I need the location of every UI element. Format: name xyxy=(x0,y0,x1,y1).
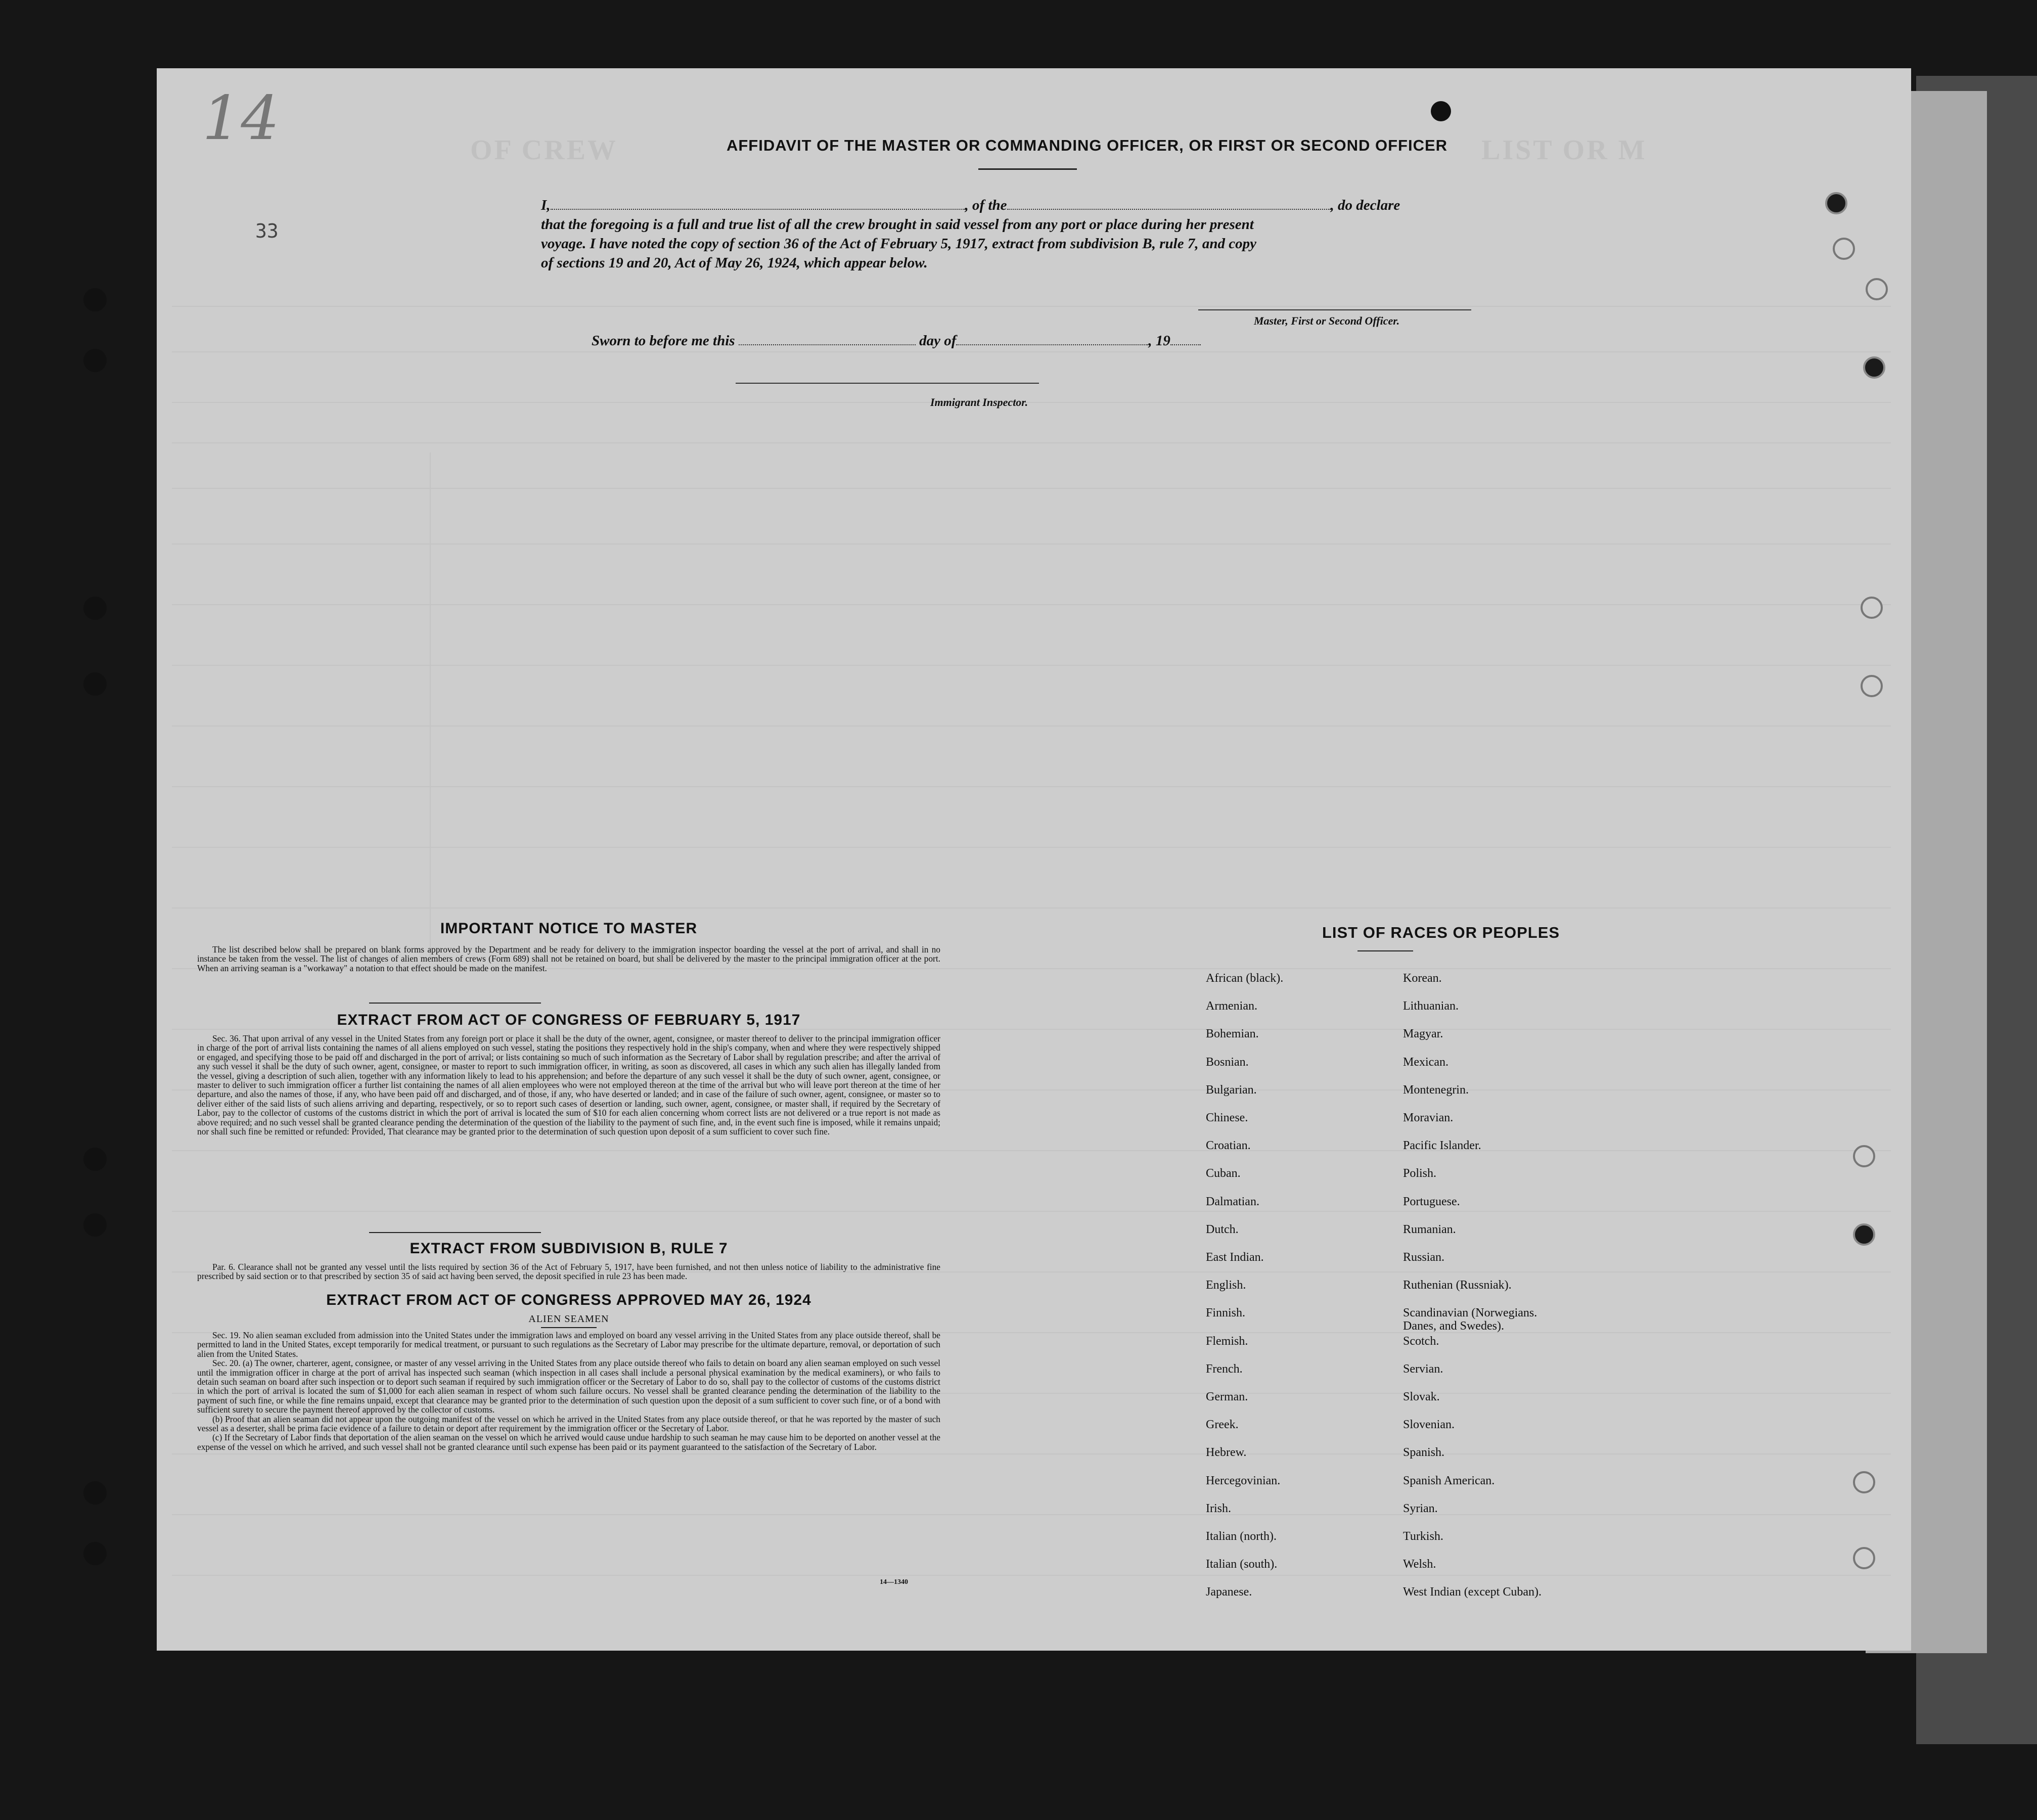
left-item: English. xyxy=(1206,1279,1246,1292)
sworn-line xyxy=(592,331,1299,350)
left-item: Irish. xyxy=(1206,1502,1231,1515)
declaration-declare: , do declare xyxy=(1330,197,1400,213)
extract-1924-title: EXTRACT FROM ACT OF CONGRESS APPROVED MAY 26, 1924 xyxy=(326,1292,811,1308)
right-item: Portuguese. xyxy=(1403,1195,1460,1208)
declaration-of: , of the xyxy=(965,197,1007,213)
ghost-heading: LIST OR M xyxy=(1481,134,1647,166)
left-item: Hebrew. xyxy=(1206,1446,1247,1460)
form-number: 14—1340 xyxy=(880,1578,908,1586)
declaration-line-3: voyage. I have noted the copy of section 36 of the Act of February 5, 1917, extract from subdivision B, rule 7, and copy xyxy=(541,236,1256,252)
right-item: Korean. xyxy=(1403,972,1442,985)
right-item: Spanish American. xyxy=(1403,1474,1495,1487)
left-item: Bulgarian. xyxy=(1206,1083,1257,1097)
punch-hole xyxy=(1853,1223,1875,1246)
left-item: French. xyxy=(1206,1362,1243,1376)
ghost-rule xyxy=(172,351,1891,352)
master-signature-line[interactable] xyxy=(1198,309,1471,310)
section-20b xyxy=(197,1415,940,1433)
section-20a xyxy=(197,1358,940,1414)
right-item: Magyar. xyxy=(1403,1027,1443,1041)
right-item: Spanish. xyxy=(1403,1446,1445,1460)
ghost-rule xyxy=(172,402,1891,403)
left-item: Armenian. xyxy=(1206,999,1257,1013)
ghost-rule xyxy=(172,1029,1891,1030)
ghost-rule xyxy=(172,1211,1891,1212)
affidavit-title: AFFIDAVIT OF THE MASTER OR COMMANDING OFFICER, OR FIRST OR SECOND OFFICER xyxy=(726,136,1448,154)
notice-paragraph: The list described below shall be prepared on blank forms approved by the Department and be ready for delivery to the immigration inspector boarding the vessel at the port of arrival, and shall in no instance be taken from the vessel. The list of changes of alien members of crews (Form 689) shall not be retained on board, but shall be delivered by the master to the principal immigration officer at the port. When an arriving seaman is a "workaway" a notation to that effect should be made on the manifest. xyxy=(197,944,940,973)
declaration-line-2: that the foregoing is a full and true list of all the crew brought in said vessel from any port or place during her present xyxy=(541,216,1254,233)
punch-hole xyxy=(1861,675,1883,697)
right-item: Scotch. xyxy=(1403,1334,1439,1348)
left-item: Hercegovinian. xyxy=(1206,1474,1281,1487)
right-item: Scandinavian (Norwegians. Danes, and Swedes). xyxy=(1403,1306,1537,1333)
extract-1917-text xyxy=(197,1034,940,1136)
ghost-rule xyxy=(172,1453,1891,1454)
extract-1917-title: EXTRACT FROM ACT OF CONGRESS OF FEBRUARY 5, 1917 xyxy=(337,1012,801,1028)
punch-hole xyxy=(1853,1547,1875,1569)
name-field[interactable] xyxy=(551,196,965,210)
right-item: Servian. xyxy=(1403,1362,1443,1376)
ghost-rule xyxy=(172,1150,1891,1151)
binder-hole xyxy=(83,1148,107,1171)
right-item: Turkish. xyxy=(1403,1530,1443,1543)
section-19 xyxy=(197,1331,940,1358)
races-title: LIST OF RACES OR PEOPLES xyxy=(1322,924,1560,941)
right-item: Moravian. xyxy=(1403,1111,1454,1124)
right-item: Mexican. xyxy=(1403,1055,1448,1069)
sworn-text: Sworn to before me this xyxy=(592,333,735,349)
binder-hole xyxy=(83,597,107,620)
right-item: Lithuanian. xyxy=(1403,999,1459,1013)
right-item: Rumanian. xyxy=(1403,1222,1456,1236)
left-item: East Indian. xyxy=(1206,1251,1264,1264)
vessel-field[interactable] xyxy=(1007,196,1331,210)
extract-1924-text xyxy=(197,1331,940,1451)
left-item: Italian (north). xyxy=(1206,1530,1277,1543)
crew-list-page xyxy=(157,68,1911,1651)
section-36-paragraph: Sec. 36. That upon arrival of any vessel in the United States from any foreign port or place it shall be the duty of the owner, agent, consignee, or master thereof to deliver to the principal immigration officer in charge of the port of arrival lists containing the names of all aliens employed on such vessel, stating the positions they respectively hold in the ship's company, when and where they were respectively shipped or engaged, and specifying those to be paid off and discharged in the port of arrival; or lists containing so much of such information as the Secretary of Labor shall by regulation prescribe; and after the arrival of any such vessel it shall be the duty of such owner, agent, consignee, or master to report to such immigration officer, in writing, as soon as discovered, all cases in which any such alien has illegally landed from the vessel, giving a description of such alien, together with any information likely to lead to his apprehension; and before the departure of any such vessel it shall be the duty of such owner, agent, consignee, or master to deliver to such immigration officer a further list containing the names of all alien employees who were not employed thereon at the time of the arrival but who will leave port thereon at the time of her departure, and also the names of those, if any, who have been paid off and discharged, and of those, if any, who have deserted or landed; and in case of the failure of such owner, agent, consignee, or master so to deliver either of the said lists of such aliens arriving and departing, respectively, or so to report such cases of desertion or landing, such owner, agent, consignee, or master shall, if required by the Secretary of Labor, pay to the collector of customs of the customs district in which the port of arrival is located the sum of $10 for each alien concerning whom correct lists are not delivered or a true report is not made as above required; and no such vessel shall be granted clearance pending the determination of the question of the liability to the payment of such fine, and, in the event such fine is imposed, while it remains unpaid; nor shall such fine be remitted or refunded: Provided, That clearance may be granted prior to the determination of such question upon deposit of a sum sufficient to cover such fine. xyxy=(197,1033,940,1137)
inspector-label: Immigrant Inspector. xyxy=(930,396,1028,408)
margin-mark: 14 xyxy=(202,83,280,154)
right-item: Montenegrin. xyxy=(1403,1083,1469,1097)
ghost-column-rule xyxy=(430,452,431,958)
punch-hole xyxy=(1833,238,1855,260)
right-item: Russian. xyxy=(1403,1251,1445,1264)
rule-7-text xyxy=(197,1262,940,1281)
left-item: Flemish. xyxy=(1206,1334,1248,1348)
section-20c xyxy=(197,1433,940,1451)
binder-hole xyxy=(83,288,107,311)
section-rule xyxy=(369,1003,541,1004)
ghost-rule xyxy=(172,442,1891,443)
left-item: Greek. xyxy=(1206,1418,1239,1432)
punch-hole xyxy=(1431,101,1451,121)
left-item: Croatian. xyxy=(1206,1139,1251,1153)
declaration-line-4: of sections 19 and 20, Act of May 26, 1924, which appear below. xyxy=(541,255,928,271)
right-item: Welsh. xyxy=(1403,1558,1436,1571)
right-item: Ruthenian (Russniak). xyxy=(1403,1279,1512,1292)
races-title-rule xyxy=(1357,950,1413,951)
right-item: West Indian (except Cuban). xyxy=(1403,1585,1542,1599)
binder-hole xyxy=(83,1481,107,1505)
sworn-day-of: day of xyxy=(919,333,957,349)
left-item: African (black). xyxy=(1206,972,1284,985)
left-item: Cuban. xyxy=(1206,1167,1241,1180)
section-20c-paragraph: (c) If the Secretary of Labor finds that deportation of the alien seaman on the vessel on which he arrived would cause undue hardship to such seaman he may cause him to be deported on another vessel at the expense of the vessel on which he arrived, and such vessel shall not be granted clearance until such expense has been paid or its payment guaranteed to the satisfaction of the Secretary of Labor. xyxy=(197,1432,940,1452)
ghost-rule xyxy=(172,306,1891,307)
left-item: Italian (south). xyxy=(1206,1558,1278,1571)
binder-hole xyxy=(83,672,107,696)
ghost-rule xyxy=(172,1514,1891,1515)
sworn-day-field[interactable] xyxy=(739,331,916,345)
section-19-paragraph: Sec. 19. No alien seaman excluded from admission into the United States under the immigration laws and employed on board any vessel arriving in the United States from any place outside thereof, shall be permitted to land in the United States, except temporarily for medical treatment, or pursuant to such regulations as the Secretary of Labor may prescribe for the ultimate departure, removal, or deportation of such alien from the United States. xyxy=(197,1330,940,1359)
binder-hole xyxy=(83,1213,107,1237)
ghost-heading-right: OF CREW xyxy=(470,134,618,166)
left-item: Dalmatian. xyxy=(1206,1195,1259,1208)
declaration-line-1 xyxy=(541,196,1673,215)
section-rule xyxy=(369,1232,541,1233)
binder-hole xyxy=(83,1542,107,1565)
inspector-signature-line[interactable] xyxy=(736,383,1039,384)
declaration-i: I, xyxy=(541,197,551,213)
sworn-month-field[interactable] xyxy=(956,331,1148,345)
punch-hole xyxy=(1863,356,1885,379)
alien-seamen-subtitle: ALIEN SEAMEN xyxy=(528,1313,609,1325)
sworn-year-field[interactable] xyxy=(1170,331,1201,345)
punch-hole xyxy=(1853,1471,1875,1493)
left-item: Finnish. xyxy=(1206,1306,1246,1320)
punch-hole xyxy=(1825,192,1847,214)
ghost-rule xyxy=(172,1575,1891,1576)
right-item: Slovenian. xyxy=(1403,1418,1455,1432)
sworn-year-prefix: , 19 xyxy=(1148,333,1170,349)
binder-hole xyxy=(83,349,107,372)
paragraph-6: Par. 6. Clearance shall not be granted any vessel until the lists required by section 36 of the Act of February 5, 1917, have been furnished, and not then unless notice of liability to the administrative fine prescribed by said section or to that prescribed by section 35 of said act having been served, the deposit specified in rule 23 has been made. xyxy=(197,1262,940,1282)
title-rule xyxy=(978,168,1077,170)
punch-hole xyxy=(1866,278,1888,300)
punch-hole xyxy=(1853,1145,1875,1167)
right-item: Syrian. xyxy=(1403,1502,1438,1515)
rule-7-title: EXTRACT FROM SUBDIVISION B, RULE 7 xyxy=(410,1240,728,1257)
notice-text xyxy=(197,945,940,973)
notice-title: IMPORTANT NOTICE TO MASTER xyxy=(440,920,698,937)
left-item: Chinese. xyxy=(1206,1111,1248,1124)
left-item: Japanese. xyxy=(1206,1585,1252,1599)
left-item: Bosnian. xyxy=(1206,1055,1249,1069)
left-item: German. xyxy=(1206,1390,1248,1403)
subtitle-rule xyxy=(541,1327,597,1328)
section-20b-paragraph: (b) Proof that an alien seaman did not appear upon the outgoing manifest of the vessel on which he arrived in the United States from any place outside thereof, or that he was reported by the master of such vessel as a deserter, shall be prima facie evidence of a failure to detain or deport after requirement by the immigration officer or the Secretary of Labor. xyxy=(197,1414,940,1434)
right-item: Polish. xyxy=(1403,1167,1437,1180)
right-item: Pacific Islander. xyxy=(1403,1139,1481,1153)
left-item: Bohemian. xyxy=(1206,1027,1259,1041)
section-20a-paragraph: Sec. 20. (a) The owner, charterer, agent, consignee, or master of any vessel arriving in the United States from any place outside thereof who fails to detain on board any alien seaman employed on such vessel until the immigration officer in charge at the port of arrival has inspected such seaman (which inspection in all cases shall include a personal physical examination by the medical examiners), or who fails to detain such seaman on board after such inspection or to deport such seaman if required by such immigration officer or the Secretary of Labor to do so, shall pay to the collector of customs of the customs district in which the port of arrival is located the sum of $1,000 for each alien seaman in respect of whom such failure occurs. No vessel shall be granted clearance pending the determination of the liability to the payment of such fine, or while the fine remains unpaid, except that clearance may be granted prior to the determination of such question upon the deposit of a sum sufficient to cover such fine, or of a bond with sufficient surety to secure the payment thereof approved by the collector of customs. xyxy=(197,1358,940,1415)
left-item: Dutch. xyxy=(1206,1222,1239,1236)
side-number: 33 xyxy=(255,220,279,242)
master-label: Master, First or Second Officer. xyxy=(1254,314,1400,327)
punch-hole xyxy=(1861,597,1883,619)
right-item: Slovak. xyxy=(1403,1390,1440,1403)
